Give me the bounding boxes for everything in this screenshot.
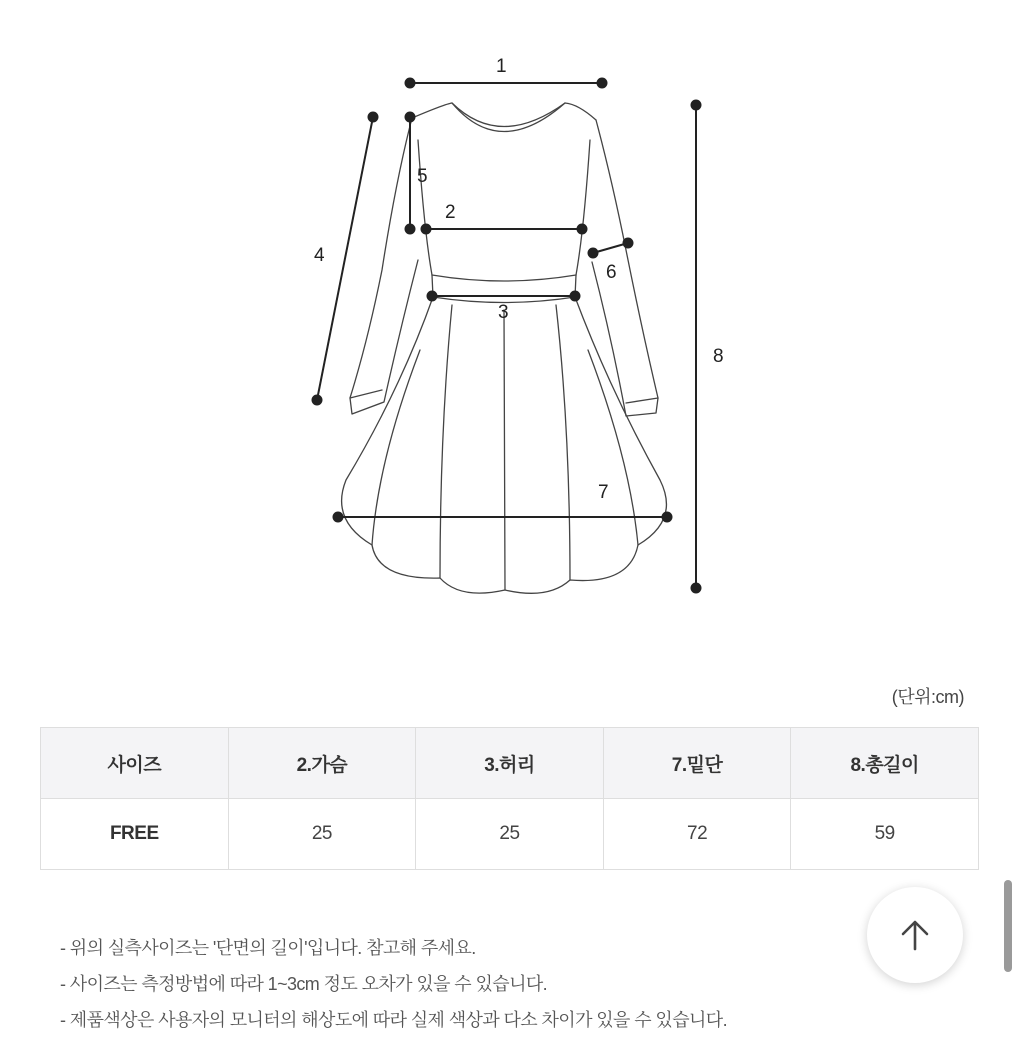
label-3: 3 (498, 302, 509, 323)
cell-hem: 72 (603, 799, 791, 870)
label-7: 7 (598, 482, 609, 503)
cell-chest: 25 (228, 799, 416, 870)
arrow-up-icon (895, 915, 935, 955)
header-total-length: 8.총길이 (791, 728, 979, 799)
note-item: - 위의 실측사이즈는 '단면의 길이'입니다. 참고해 주세요. (60, 938, 476, 958)
label-6: 6 (606, 262, 617, 283)
table-header-row (41, 728, 979, 799)
header-waist: 3.허리 (416, 728, 604, 799)
label-4: 4 (314, 245, 325, 266)
label-1: 1 (496, 56, 507, 77)
scrollbar[interactable] (1004, 880, 1012, 972)
size-table (40, 727, 979, 870)
label-5: 5 (417, 166, 428, 187)
note-item: - 사이즈는 측정방법에 따라 1~3cm 정도 오차가 있을 수 있습니다. (60, 974, 548, 994)
header-size: 사이즈 (41, 728, 229, 799)
label-2: 2 (445, 202, 456, 223)
header-chest: 2.가슴 (228, 728, 416, 799)
note-item: - 제품색상은 사용자의 모니터의 해상도에 따라 실제 색상과 다소 차이가 있을 수 있습니다. (60, 1010, 727, 1030)
label-8: 8 (713, 346, 724, 367)
notes (60, 930, 727, 1038)
dress-outline (342, 103, 667, 593)
cell-total-length: 59 (791, 799, 979, 870)
unit-note: (단위:cm) (891, 687, 964, 707)
cell-size: FREE (41, 799, 229, 870)
header-hem: 7.밑단 (603, 728, 791, 799)
table-row (41, 799, 979, 870)
cell-waist: 25 (416, 799, 604, 870)
measurement-lines (313, 79, 701, 593)
scroll-to-top-button[interactable] (867, 887, 963, 983)
